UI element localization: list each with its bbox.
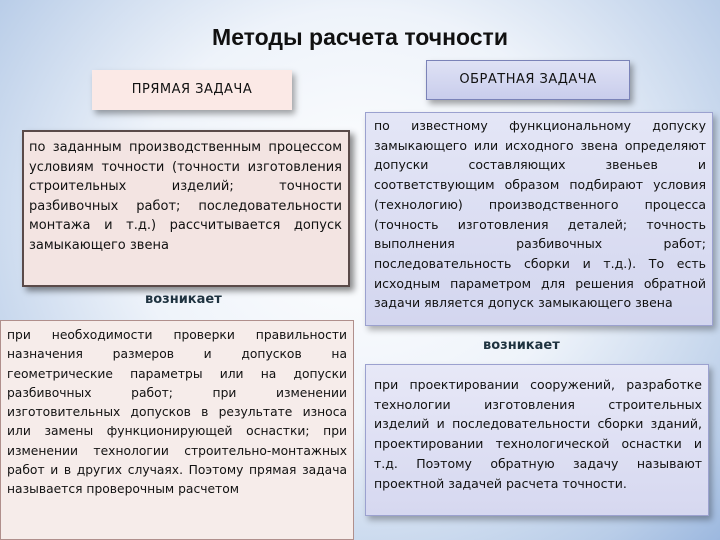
slide-title: Методы расчета точности (212, 24, 508, 50)
inverse-task-header: ОБРАТНАЯ ЗАДАЧА (426, 60, 630, 100)
inverse-task-definition: по известному функциональному допуску замыкающего или исходного звена определяют допуски составляющих звеньев и соответствующим образом подбирают условия (технологию) производственного процесса (точность изготовления деталей; точность выполнения разбивочных работ; последовательность сборки и т.д.). То есть исходным параметром для решения обратной задачи является допуск замыкающего звена (365, 112, 713, 326)
inverse-task-arises-label: возникает (483, 338, 560, 353)
direct-task-arises-label: возникает (145, 292, 222, 307)
inverse-task-usage: при проектировании сооружений, разработке технологии изготовления строительных изделий и последовательности сборки зданий, проектировании технологической оснастки и т.д. Поэтому обратную задачу называют проектной задачей расчета точности. (365, 364, 709, 516)
direct-task-header: ПРЯМАЯ ЗАДАЧА (92, 70, 292, 110)
direct-task-definition: по заданным производственным процессом условиям точности (точности изготовления строительных изделий; точности разбивочных работ; последовательности монтажа и т.д.) рассчитывается допуск замыкающего звена (22, 130, 350, 287)
direct-task-usage: при необходимости проверки правильности назначения размеров и допусков на геометрические параметры или на допуски разбивочных работ; при изменении изготовительных допусков в результате износа или замены функционирующей оснастки; при изменении технологии строительно-монтажных работ и в других случаях. Поэтому прямая задача называется проверочным расчетом (0, 320, 354, 540)
